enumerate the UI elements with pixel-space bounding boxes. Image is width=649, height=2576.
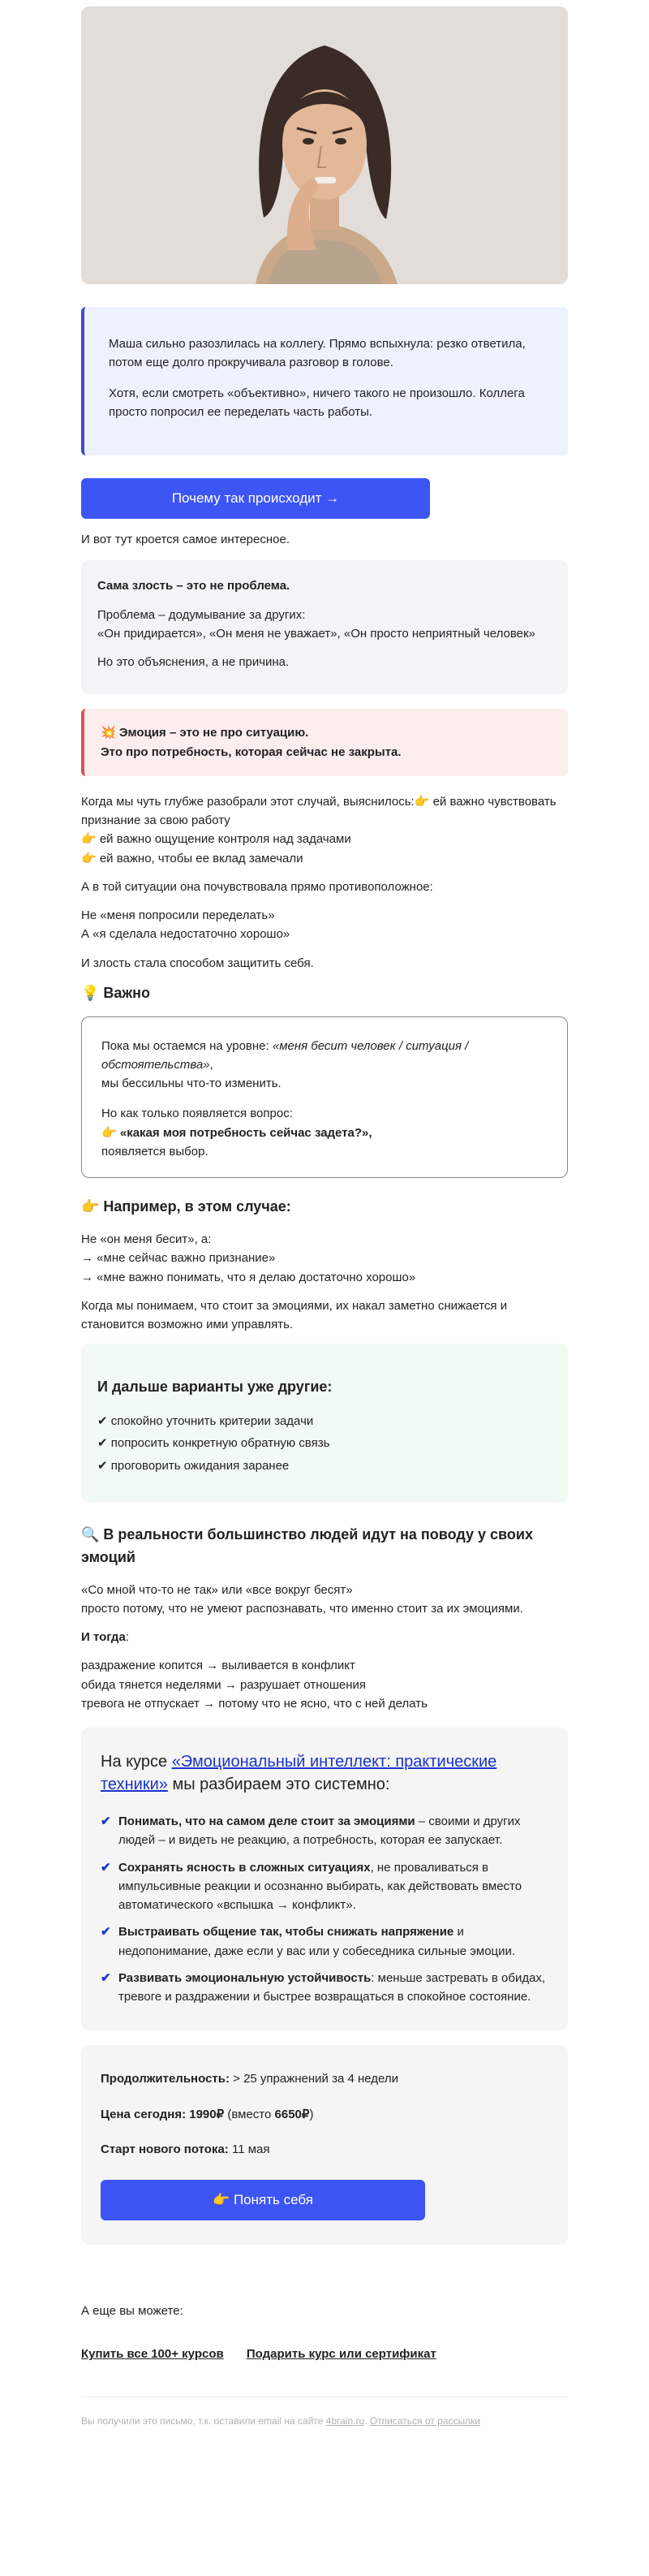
- reality-heading: 🔍 В реальности большинство людей идут на поводу у своих эмоций: [81, 1525, 533, 1565]
- price-label: Цена сегодня:: [101, 2107, 190, 2121]
- important-box: [81, 1016, 568, 1179]
- options-item: ✔ спокойно уточнить критерии задачи: [97, 1414, 314, 1429]
- checkmark-icon: ✔: [101, 1970, 111, 1985]
- checkmark-icon: ✔: [101, 1925, 111, 1940]
- story-quote: [81, 307, 568, 455]
- important-text: 👉: [101, 1125, 120, 1140]
- options-item: ✔ попросить конкретную обратную связь: [97, 1436, 330, 1451]
- emotion-alert: [81, 709, 568, 776]
- checkmark-icon: ✔: [101, 1814, 111, 1829]
- important-text: Пока мы остаемся на уровне:: [101, 1038, 273, 1053]
- example-heading: 👉 Например, в этом случае:: [81, 1198, 291, 1215]
- example-text: → «мне сейчас важно признание»: [81, 1251, 276, 1266]
- important-bold: «какая моя потребность сейчас задета?»,: [119, 1125, 372, 1140]
- reality-bold: И тогда: [81, 1630, 126, 1645]
- course-item: [101, 1969, 548, 2007]
- course-box: [81, 1728, 568, 2030]
- reality-text: тревога не отпускает → потому что не ясно, что с ней делать: [81, 1696, 428, 1711]
- alert-line: 💥 Эмоция – это не про ситуацию.: [101, 726, 309, 740]
- example-text: Когда мы понимаем, что стоит за эмоциями, их накал заметно снижается и становится возможно ими управлять.: [81, 1298, 508, 1332]
- price-old-value: 6650₽: [274, 2107, 310, 2121]
- buy-all-courses-link[interactable]: Купить все 100+ курсов: [81, 2347, 224, 2362]
- story-paragraph: Маша сильно разозлилась на коллегу. Прямо вспыхнула: резко ответила, потом еще долго прокручивала разговор в голове.: [109, 337, 526, 370]
- options-title: И дальше варианты уже другие:: [97, 1379, 333, 1396]
- body-text: Не «меня попросили переделать»: [81, 908, 275, 922]
- course-info-box: [81, 2045, 568, 2245]
- footer-text: Вы получили это письмо, т.к. оставили email на сайте: [81, 2414, 326, 2427]
- course-item-bold: Выстраивать общение так, чтобы снижать напряжение: [118, 1925, 454, 1940]
- email-body: [81, 0, 568, 2461]
- course-lead: На курсе: [101, 1753, 172, 1771]
- hero-illustration: [81, 6, 568, 284]
- example-text: → «мне важно понимать, что я делаю достаточно хорошо»: [81, 1270, 416, 1284]
- course-link[interactable]: «Эмоциональный интеллект: практические техники»: [101, 1753, 497, 1794]
- course-item: [101, 1858, 548, 1915]
- example-text: Не «он меня бесит», а:: [81, 1232, 212, 1247]
- reality-text: «Со мной что-то не так» или «все вокруг бесят»: [81, 1582, 353, 1597]
- price-old-text: (вместо: [224, 2107, 275, 2121]
- options-box: [81, 1344, 568, 1503]
- course-lead: мы разбираем это системно:: [167, 1776, 390, 1794]
- body-text: А «я сделала недостаточно хорошо»: [81, 927, 290, 942]
- footer-text: .: [364, 2414, 370, 2427]
- course-item-bold: Сохранять ясность в сложных ситуациях: [118, 1860, 371, 1875]
- checkmark-icon: ✔: [101, 1860, 111, 1875]
- start-label: Старт нового потока:: [101, 2142, 229, 2156]
- important-heading: 💡 Важно: [81, 984, 151, 1001]
- story-paragraph: Хотя, если смотреть «объективно», ничего такого не произошло. Коллега просто попросил ее переделать часть работы.: [109, 386, 525, 419]
- unsubscribe-link[interactable]: Отписаться от рассылки: [369, 2414, 481, 2427]
- price-old-text: ): [309, 2107, 314, 2121]
- woman-illustration-icon: [81, 6, 568, 284]
- reality-text: просто потому, что не умеют распознавать, что именно стоит за их эмоциями.: [81, 1601, 523, 1616]
- start-value: 11 мая: [228, 2142, 270, 2156]
- price-value: 1990₽: [189, 2107, 225, 2121]
- course-item-text: , не проваливаться в импульсивные реакции и осознанно выбирать, как действовать вместо автоматического «вспышка → конфликт».: [118, 1860, 522, 1913]
- options-item: ✔ проговорить ожидания заранее: [97, 1458, 290, 1473]
- course-item-bold: Понимать, что на самом деле стоит за эмоциями: [118, 1814, 415, 1829]
- course-item: [101, 1812, 548, 1850]
- understand-yourself-button[interactable]: 👉 Понять себя: [101, 2180, 425, 2220]
- body-text: А в той ситуации она почувствовала прямо противоположное:: [81, 879, 433, 894]
- anger-card-line: «Он придирается», «Он меня не уважает», «Он просто неприятный человек»: [97, 626, 535, 641]
- duration-label: Продолжительность:: [101, 2072, 230, 2086]
- more-text: А еще вы можете:: [81, 2304, 183, 2319]
- anger-card-title: Сама злость – это не проблема.: [97, 579, 290, 593]
- course-item-text: и недопонимание, даже если у вас или у собеседника сильные эмоции.: [118, 1925, 516, 1958]
- anger-card: [81, 560, 568, 694]
- anger-card-line: Проблема – додумывание за других:: [97, 607, 306, 622]
- important-text: ,: [209, 1057, 213, 1072]
- footer-links: [81, 2345, 568, 2363]
- anger-card-line: Но это объяснения, а не причина.: [97, 655, 290, 669]
- important-text: Но как только появляется вопрос:: [101, 1107, 293, 1121]
- gift-course-link[interactable]: Подарить курс или сертификат: [246, 2347, 436, 2362]
- reality-text: обида тянется неделями → разрушает отношения: [81, 1677, 366, 1692]
- reality-text: :: [125, 1630, 129, 1645]
- body-text: Когда мы чуть глубже разобрали этот случай, выяснилось:👉 ей важно чувствовать признание за свою работу: [81, 794, 557, 827]
- important-text: мы бессильны что-то изменить.: [101, 1077, 282, 1091]
- alert-line: Это про потребность, которая сейчас не закрыта.: [101, 744, 402, 759]
- footer: [81, 2397, 568, 2429]
- course-item-bold: Развивать эмоциональную устойчивость: [118, 1970, 372, 1985]
- intro-text: И вот тут кроется самое интересное.: [81, 533, 290, 546]
- duration-value: > 25 упражнений за 4 недели: [229, 2072, 399, 2086]
- site-link[interactable]: 4brain.ru: [325, 2414, 365, 2427]
- important-italic: «меня бесит человек / ситуация / обстоятельства»: [101, 1038, 469, 1072]
- body-text: И злость стала способом защитить себя.: [81, 956, 314, 970]
- course-item-text: – своими и других людей – и видеть не реакцию, а потребность, которая ее запускает.: [118, 1814, 521, 1848]
- course-item-text: : меньше застревать в обидах, тревоге и раздражении и быстрее возвращаться в спокойное состояние.: [118, 1970, 546, 2004]
- why-button[interactable]: Почему так происходит →: [81, 478, 430, 519]
- course-item: [101, 1922, 548, 1961]
- reality-text: раздражение копится → выливается в конфликт: [81, 1659, 355, 1673]
- important-text: появляется выбор.: [101, 1144, 208, 1159]
- body-text: 👉 ей важно ощущение контроля над задачами: [81, 832, 351, 847]
- body-text: 👉 ей важно, чтобы ее вклад замечали: [81, 851, 303, 865]
